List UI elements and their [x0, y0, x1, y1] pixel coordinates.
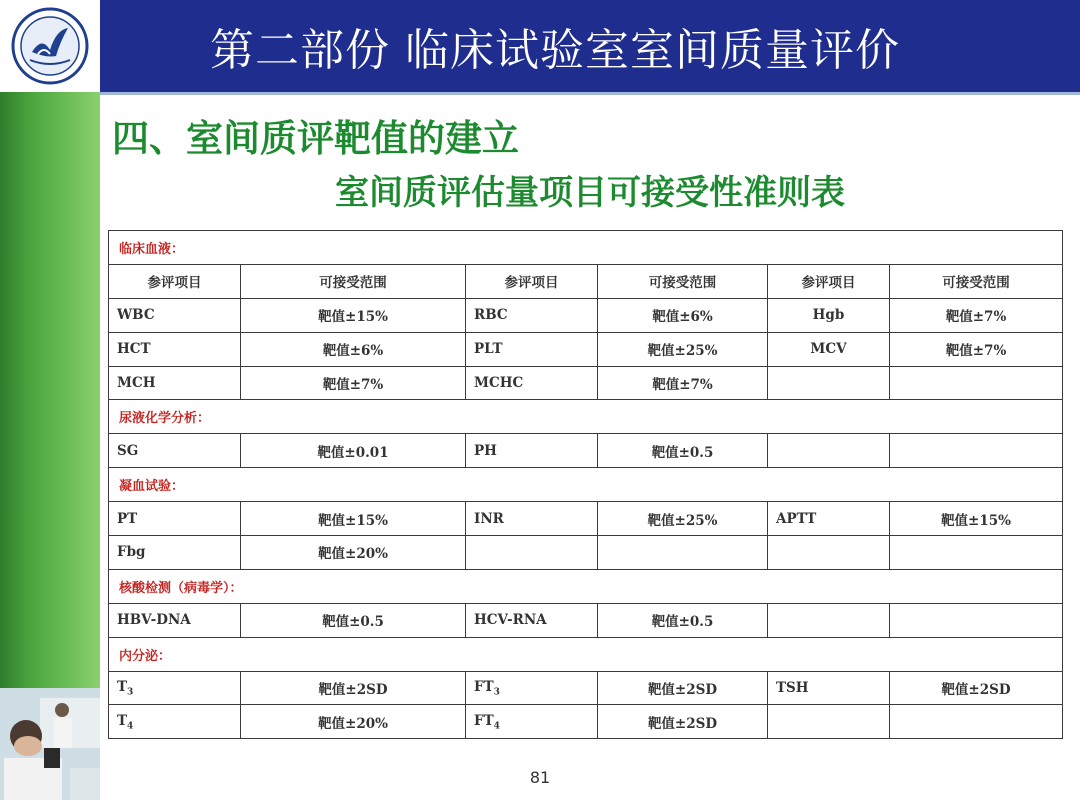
- item-cell: Fbg: [109, 536, 241, 570]
- item-cell: INR: [466, 502, 598, 536]
- range-cell: 靶值±15%: [241, 502, 466, 536]
- table-row: [109, 603, 1063, 637]
- page-number: 81: [529, 768, 551, 787]
- range-cell: 靶值±7%: [890, 298, 1063, 332]
- item-cell: [466, 536, 598, 570]
- range-cell: 靶值±7%: [598, 366, 768, 400]
- range-cell: [598, 536, 768, 570]
- column-header: 参评项目: [768, 264, 890, 298]
- range-cell: 靶值±20%: [241, 536, 466, 570]
- item-cell: [109, 705, 241, 739]
- acceptance-criteria-table: [108, 230, 1063, 739]
- range-cell: [890, 603, 1063, 637]
- range-cell: 靶值±2SD: [598, 705, 768, 739]
- range-cell: [890, 705, 1063, 739]
- range-cell: [890, 434, 1063, 468]
- item-cell: HBV-DNA: [109, 603, 241, 637]
- range-cell: 靶值±6%: [598, 298, 768, 332]
- range-cell: 靶值±0.5: [598, 603, 768, 637]
- item-subscript: 4: [127, 721, 134, 732]
- item-cell: [109, 671, 241, 705]
- item-cell: MCHC: [466, 366, 598, 400]
- range-cell: 靶值±2SD: [890, 671, 1063, 705]
- table-row: [109, 536, 1063, 570]
- table-row: [109, 705, 1063, 739]
- item-cell: [466, 705, 598, 739]
- range-cell: 靶值±2SD: [241, 671, 466, 705]
- item-cell: HCV-RNA: [466, 603, 598, 637]
- category-row: [109, 569, 1063, 603]
- item-subscript: 3: [493, 687, 500, 698]
- range-cell: 靶值±0.5: [241, 603, 466, 637]
- item-cell: SG: [109, 434, 241, 468]
- range-cell: 靶值±7%: [241, 366, 466, 400]
- range-cell: 靶值±0.01: [241, 434, 466, 468]
- item-name: FT: [474, 678, 494, 695]
- item-cell: [768, 536, 890, 570]
- item-cell: [768, 434, 890, 468]
- item-subscript: 3: [127, 687, 134, 698]
- category-label: 临床血液：: [109, 231, 1063, 265]
- hospital-logo-icon: [10, 6, 90, 86]
- table-row: [109, 366, 1063, 400]
- item-cell: WBC: [109, 298, 241, 332]
- logo-container: [0, 0, 100, 92]
- item-cell: RBC: [466, 298, 598, 332]
- item-cell: [768, 603, 890, 637]
- item-cell: [768, 705, 890, 739]
- header-row: [109, 264, 1063, 298]
- table-row: [109, 298, 1063, 332]
- item-cell: TSH: [768, 671, 890, 705]
- category-label: 核酸检测（病毒学）：: [109, 569, 1063, 603]
- column-header: 可接受范围: [890, 264, 1063, 298]
- item-cell: APTT: [768, 502, 890, 536]
- section-heading: 四、室间质评靶值的建立: [112, 117, 519, 160]
- column-header: 参评项目: [466, 264, 598, 298]
- item-cell: MCH: [109, 366, 241, 400]
- range-cell: 靶值±6%: [241, 332, 466, 366]
- item-cell: Hgb: [768, 298, 890, 332]
- category-row: [109, 637, 1063, 671]
- item-name: T: [117, 712, 128, 729]
- item-name: T: [117, 678, 128, 695]
- item-subscript: 4: [493, 721, 500, 732]
- item-cell: PLT: [466, 332, 598, 366]
- table-row: [109, 671, 1063, 705]
- item-name: FT: [474, 712, 494, 729]
- item-cell: [466, 671, 598, 705]
- item-cell: HCT: [109, 332, 241, 366]
- range-cell: 靶值±15%: [241, 298, 466, 332]
- range-cell: 靶值±7%: [890, 332, 1063, 366]
- range-cell: 靶值±25%: [598, 502, 768, 536]
- category-row: [109, 400, 1063, 434]
- range-cell: 靶值±2SD: [598, 671, 768, 705]
- range-cell: [890, 366, 1063, 400]
- range-cell: 靶值±20%: [241, 705, 466, 739]
- category-row: [109, 231, 1063, 265]
- item-cell: PH: [466, 434, 598, 468]
- slide-header: [0, 0, 1080, 92]
- category-label: 尿液化学分析：: [109, 400, 1063, 434]
- category-label: 内分泌：: [109, 637, 1063, 671]
- range-cell: 靶值±15%: [890, 502, 1063, 536]
- column-header: 可接受范围: [241, 264, 466, 298]
- item-cell: [768, 366, 890, 400]
- range-cell: 靶值±0.5: [598, 434, 768, 468]
- range-cell: 靶值±25%: [598, 332, 768, 366]
- item-cell: MCV: [768, 332, 890, 366]
- item-cell: PT: [109, 502, 241, 536]
- title-bar: [100, 0, 1080, 92]
- table-row: [109, 434, 1063, 468]
- category-label: 凝血试验：: [109, 468, 1063, 502]
- category-row: [109, 468, 1063, 502]
- table-row: [109, 332, 1063, 366]
- header-divider: [100, 92, 1080, 95]
- range-cell: [890, 536, 1063, 570]
- column-header: 可接受范围: [598, 264, 768, 298]
- table-row: [109, 502, 1063, 536]
- column-header: 参评项目: [109, 264, 241, 298]
- table-body: [109, 231, 1063, 739]
- slide-title: 第二部份 临床试验室室间质量评价: [210, 25, 900, 76]
- table-title: 室间质评估量项目可接受性准则表: [335, 173, 845, 213]
